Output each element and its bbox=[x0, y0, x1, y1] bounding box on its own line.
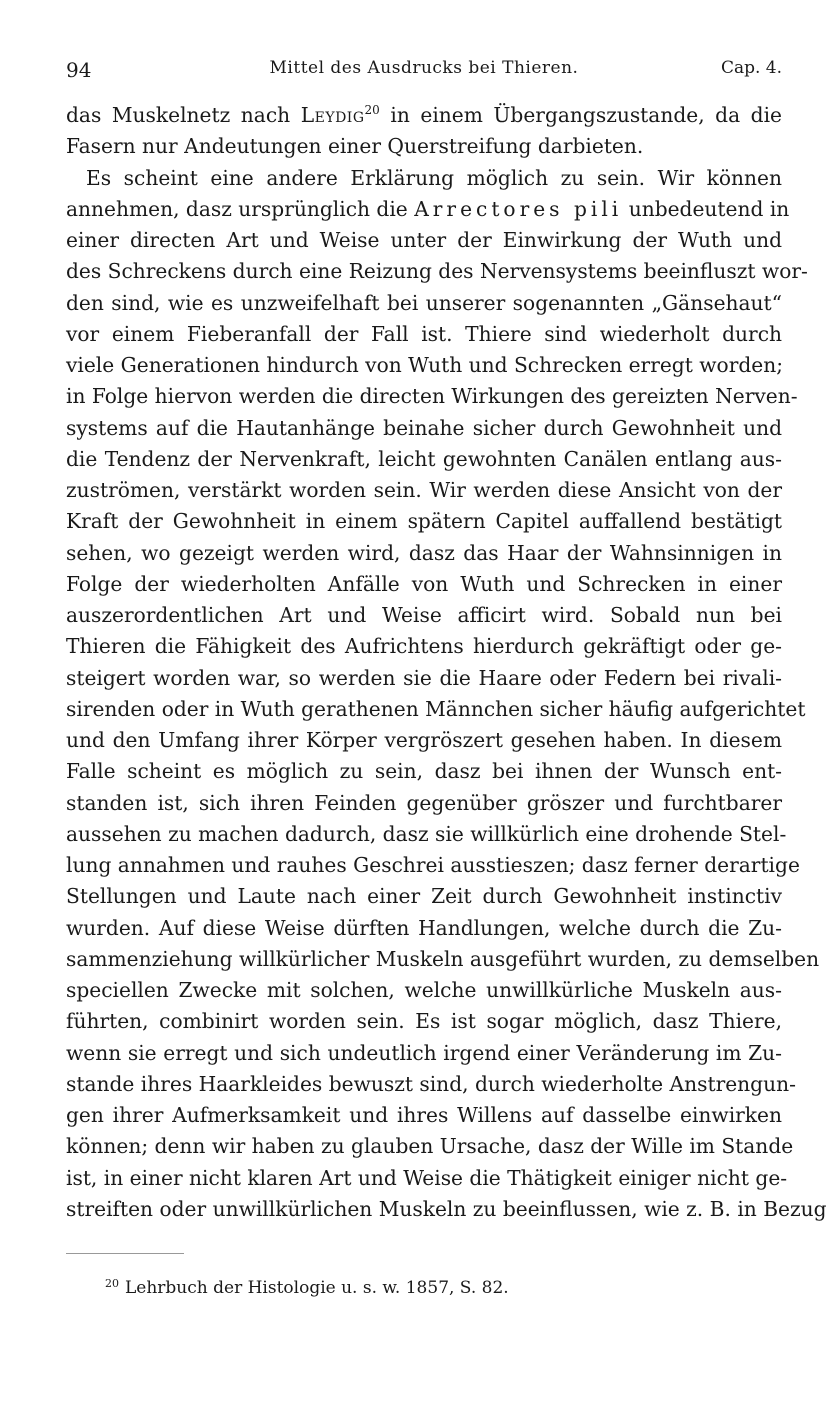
text-line: aussehen zu machen dadurch, dasz sie willkürlich eine drohende Stel- bbox=[66, 821, 787, 846]
footnote-text: Lehrbuch der Histologie u. s. w. 1857, S. 82. bbox=[125, 1278, 509, 1298]
text-line: ist, in einer nicht klaren Art und Weise die Thätigkeit einiger nicht ge- bbox=[66, 1165, 788, 1190]
text-line: einer directen Art und Weise unter der Einwirkung der Wuth und bbox=[66, 228, 782, 252]
latin-term: Arrectores pili bbox=[414, 196, 623, 221]
text-line: speciellen Zwecke mit solchen, welche unwillkürliche Muskeln aus- bbox=[66, 978, 782, 1002]
text-line: streiften oder unwillkürlichen Muskeln zu beeinflussen, wie z. B. in Bezug bbox=[66, 1196, 827, 1221]
text-line: Es scheint eine andere Erklärung möglich zu sein. Wir können bbox=[86, 165, 782, 190]
text-line: Kraft der Gewohnheit in einem spätern Capitel auffallend bestätigt bbox=[66, 509, 782, 534]
text-line: viele Generationen hindurch von Wuth und Schrecken erregt worden; bbox=[66, 353, 784, 377]
text-line: annehmen, dasz ursprünglich die Arrectores pili unbedeutend in bbox=[66, 196, 790, 221]
text-line: wurden. Auf diese Weise dürften Handlungen, welche durch die Zu- bbox=[66, 915, 782, 940]
chapter-label: Cap. 4. bbox=[720, 58, 782, 78]
footnote bbox=[105, 1278, 509, 1298]
running-title: Mittel des Ausdrucks bei Thieren. bbox=[269, 58, 579, 78]
text-line: zuströmen, verstärkt worden sein. Wir werden diese Ansicht von der bbox=[66, 478, 782, 502]
page-number: 94 bbox=[66, 58, 92, 82]
text-line: systems auf die Hautanhänge beinahe sicher durch Gewohnheit und bbox=[66, 415, 782, 440]
text-line: standen ist, sich ihren Feinden gegenüber gröszer und furchtbarer bbox=[66, 790, 782, 815]
text-line: vor einem Fieberanfall der Fall ist. Thiere sind wiederholt durch bbox=[66, 321, 782, 346]
text-line: in Folge hiervon werden die directen Wirkungen des gereizten Nerven- bbox=[66, 384, 798, 409]
text-line: können; denn wir haben zu glauben Ursache, dasz der Wille im Stande bbox=[66, 1134, 794, 1159]
text-line: sirenden oder in Wuth gerathenen Männchen sicher häufig aufgerichtet bbox=[66, 696, 806, 721]
text-line: gen ihrer Aufmerksamkeit und ihres Willens auf dasselbe einwirken bbox=[66, 1103, 782, 1127]
text-line: wenn sie erregt und sich undeutlich irgend einer Veränderung im Zu- bbox=[66, 1040, 782, 1065]
text-line: Fasern nur Andeutungen einer Querstreifung darbieten. bbox=[66, 134, 644, 159]
author-name: Leydig bbox=[300, 103, 365, 127]
text-line: auszerordentlichen Art und Weise afficirt wird. Sobald nun bei bbox=[66, 603, 782, 627]
text-line: Stellungen und Laute nach einer Zeit durch Gewohnheit instinctiv bbox=[66, 884, 782, 909]
text-line: stande ihres Haarkleides bewuszt sind, durch wiederholte Anstrengun- bbox=[66, 1071, 796, 1096]
text-line: Thieren die Fähigkeit des Aufrichtens hierdurch gekräftigt oder ge- bbox=[66, 634, 782, 659]
text-line: des Schreckens durch eine Reizung des Nervensystems beeinfluszt wor- bbox=[66, 259, 808, 284]
body-text bbox=[66, 100, 827, 1225]
text-line: und den Umfang ihrer Körper vergröszert gesehen haben. In diesem bbox=[66, 728, 782, 752]
footnote-ref: 20 bbox=[364, 103, 380, 117]
text-line: lung annahmen und rauhes Geschrei ausstieszen; dasz ferner derartige bbox=[66, 853, 800, 877]
paragraph-lines bbox=[66, 225, 827, 1225]
page-header bbox=[66, 56, 782, 86]
footnote-divider bbox=[66, 1253, 184, 1254]
footnote-number: 20 bbox=[105, 1277, 119, 1290]
text-line: führten, combinirt worden sein. Es ist sogar möglich, dasz Thiere, bbox=[66, 1009, 782, 1034]
text-line: Falle scheint es möglich zu sein, dasz bei ihnen der Wunsch ent- bbox=[66, 759, 782, 784]
text-line: die Tendenz der Nervenkraft, leicht gewohnten Canälen entlang aus- bbox=[66, 446, 782, 471]
text-line: steigert worden war, so werden sie die Haare oder Federn bei rivali- bbox=[66, 665, 782, 690]
text-line: das Muskelnetz nach Leydig$^{20}$ in einem Übergangszustande, da die bbox=[66, 103, 783, 127]
text-line: sehen, wo gezeigt werden wird, dasz das Haar der Wahnsinnigen in bbox=[66, 540, 782, 565]
text-line: sammenziehung willkürlicher Muskeln ausgeführt wurden, zu demselben bbox=[66, 946, 820, 971]
text-line: Folge der wiederholten Anfälle von Wuth und Schrecken in einer bbox=[66, 571, 782, 596]
text-line: den sind, wie es unzweifelhaft bei unserer sogenannten „Gänsehaut“ bbox=[66, 290, 782, 315]
